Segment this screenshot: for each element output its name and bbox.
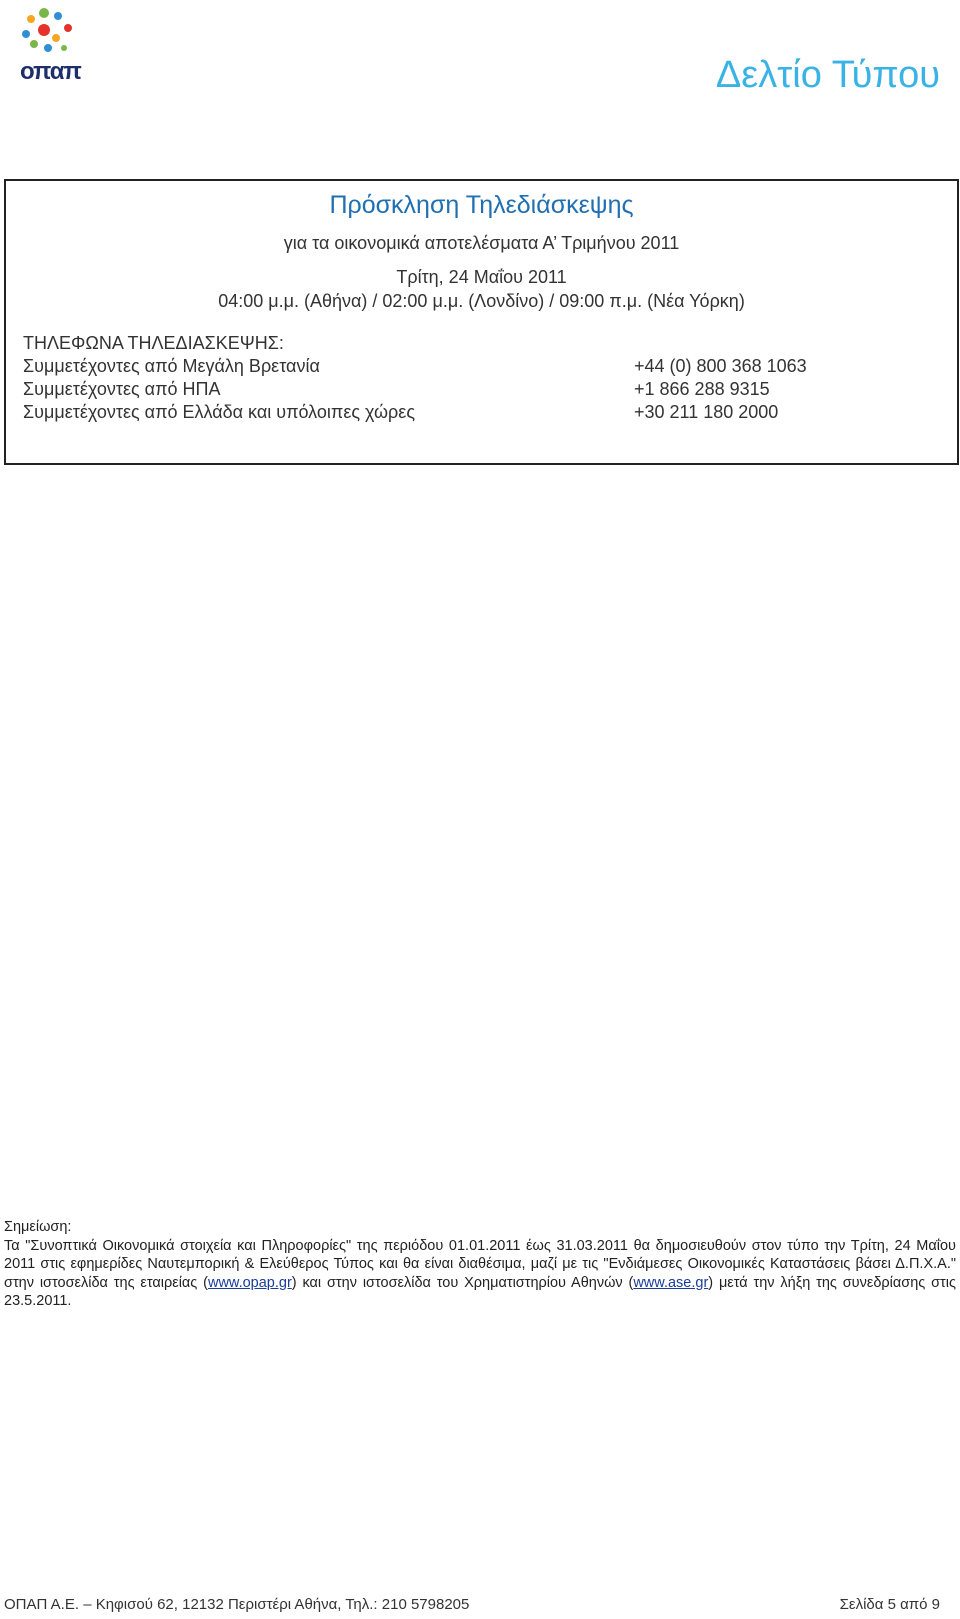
note-paragraph xyxy=(4,1237,956,1311)
invitation-title: Πρόσκληση Τηλεδιάσκεψης xyxy=(329,191,634,219)
star-figure-icon xyxy=(18,6,78,58)
opap-logo xyxy=(18,6,81,85)
invitation-date: Τρίτη, 24 Μαΐου 2011 xyxy=(396,267,567,287)
phone-heading-row xyxy=(23,333,943,356)
invitation-subtitle: για τα οικονομικά αποτελέσματα Α’ Τριμήνου 2011 xyxy=(283,233,680,253)
note-text-part: ) μετά την λήξη της συνεδρίασης στις 23.5.2011. xyxy=(4,1274,956,1309)
phone-row-label: Συμμετέχοντες από Ελλάδα και υπόλοιπες χώρες xyxy=(23,402,415,422)
phone-row xyxy=(23,402,943,425)
note-heading: Σημείωση: xyxy=(4,1219,72,1235)
opap-link[interactable]: www.opap.gr xyxy=(207,1274,292,1291)
note-text-part: Τα "Συνοπτικά Οικονομικά στοιχεία και Πληροφορίες" της περιόδου 01.01.2011 έως 31.03.2011 θα δημοσιευθούν στον τύπο την Τρίτη, 24 Μαΐου 2011 στις εφημερίδες Ναυτεμπορική & Ελεύθερος Τύπος και θα είναι διαθέσιμα, μαζί με τις "Ενδιάμεσες Οικονομικές Καταστάσεις βάσει Δ.Π.Χ.Α." στην ιστοσελίδα της εταιρείας ( xyxy=(4,1237,956,1291)
phones-heading: ΤΗΛΕΦΩΝΑ ΤΗΛΕΔΙΑΣΚΕΨΗΣ: xyxy=(23,333,284,353)
invitation-times: 04:00 μ.μ. (Αθήνα) / 02:00 μ.μ. (Λονδίνο) / 09:00 π.μ. (Νέα Υόρκη) xyxy=(218,291,745,311)
phone-row-number: +1 866 288 9315 xyxy=(634,379,770,399)
document-title: Δελτίο Τύπου xyxy=(715,54,940,96)
phone-row xyxy=(23,379,943,402)
note-section xyxy=(4,1218,956,1311)
page-number: Σελίδα 5 από 9 xyxy=(839,1596,940,1613)
invitation-box xyxy=(4,179,959,465)
logo-wordmark: οπαπ xyxy=(20,58,81,85)
phone-row-label: Συμμετέχοντες από Μεγάλη Βρετανία xyxy=(23,356,320,376)
phone-row-number: +44 (0) 800 368 1063 xyxy=(634,356,807,376)
phone-row-number: +30 211 180 2000 xyxy=(634,402,779,422)
phone-list xyxy=(23,333,943,425)
phone-row-label: Συμμετέχοντες από ΗΠΑ xyxy=(23,379,221,399)
ase-link[interactable]: www.ase.gr xyxy=(633,1274,709,1291)
note-text-part: ) και στην ιστοσελίδα του Χρηματιστηρίου Αθηνών ( xyxy=(291,1274,634,1291)
footer-address: ΟΠΑΠ Α.Ε. – Κηφισού 62, 12132 Περιστέρι Αθήνα, Τηλ.: 210 5798205 xyxy=(4,1596,470,1613)
phone-row xyxy=(23,356,943,379)
